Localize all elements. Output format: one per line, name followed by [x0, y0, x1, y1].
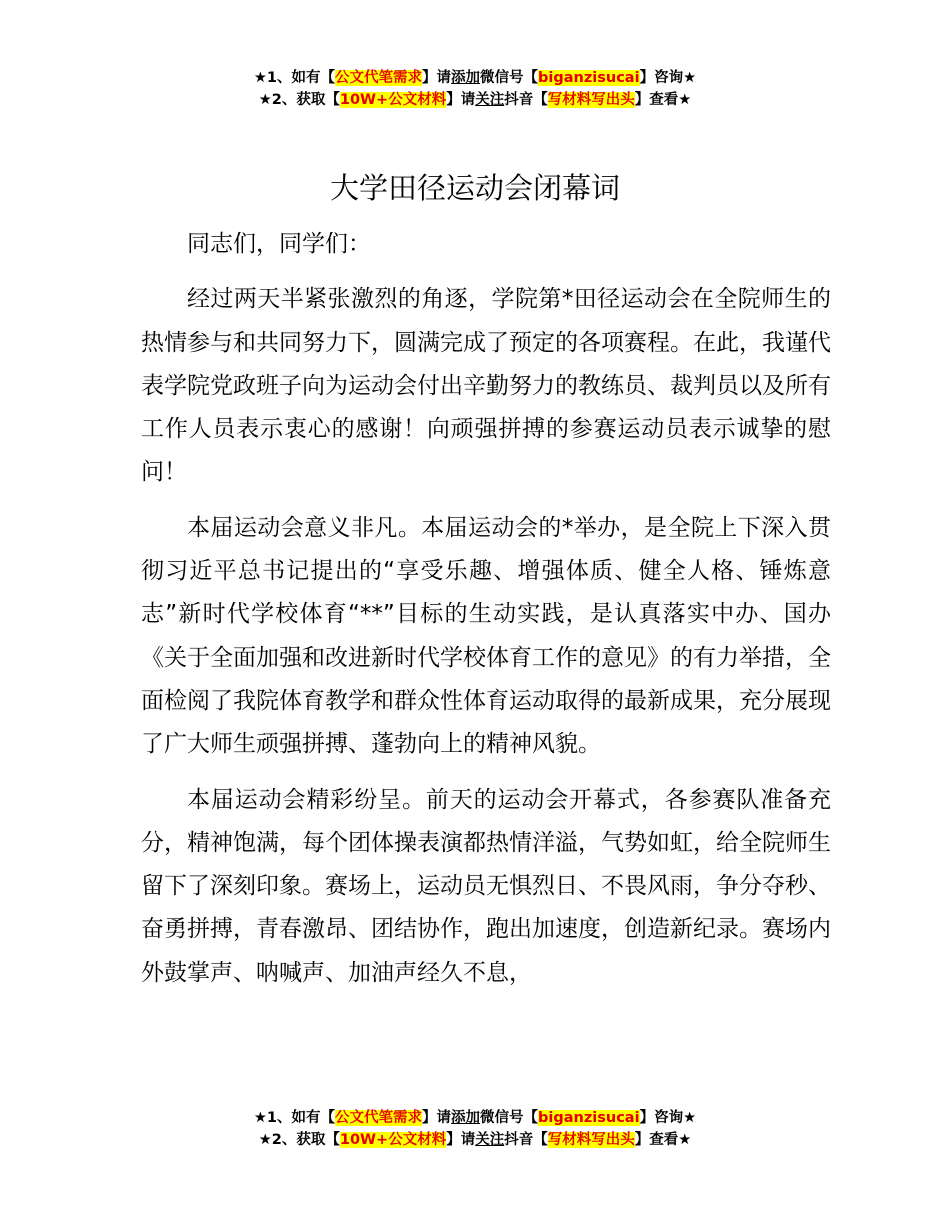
promo-highlight: 公文代笔需求 [335, 70, 423, 86]
promo-text: ★1、如有【 [253, 1110, 336, 1126]
salutation: 同志们，同学们： [187, 231, 371, 257]
promo-underline: 关注 [475, 1132, 505, 1148]
promo-text: 】请 [422, 70, 452, 86]
promo-text: 抖音【 [504, 92, 548, 108]
body-paragraph: 经过两天半紧张激烈的角逐，学院第*田径运动会在全院师生的热情参与和共同努力下，圆满完成了预定的各项赛程。在此，我谨代表学院党政班子向为运动会付出辛勤努力的教练员、裁判员以及所有工作人员表示衷心的感谢！向顽强拼搏的参赛运动员表示诚挚的慰问！ [141, 286, 831, 486]
promo-text: 微信号【 [480, 1110, 539, 1126]
promo-text: 抖音【 [504, 1132, 548, 1148]
promo-text: 】请 [446, 1132, 476, 1148]
promo-text: 】咨询★ [639, 70, 697, 86]
promo-underline: 添加 [451, 1110, 481, 1126]
promo-text: ★1、如有【 [253, 70, 336, 86]
promo-highlight: 公文代笔需求 [335, 1110, 423, 1126]
header-promo-banner [0, 67, 950, 111]
promo-text: 微信号【 [480, 70, 539, 86]
promo-highlight: 10W+公文材料 [339, 92, 447, 108]
promo-highlight: biganzisucai [538, 70, 640, 86]
promo-highlight: biganzisucai [538, 1110, 640, 1126]
promo-underline: 添加 [451, 70, 481, 86]
promo-highlight: 写材料写出头 [547, 92, 635, 108]
footer-promo-banner [0, 1107, 950, 1151]
promo-highlight: 10W+公文材料 [339, 1132, 447, 1148]
promo-text: 】请 [422, 1110, 452, 1126]
promo-text: 】请 [446, 92, 476, 108]
promo-line-1 [0, 1107, 950, 1129]
promo-text: 】查看★ [634, 92, 692, 108]
promo-highlight: 写材料写出头 [547, 1132, 635, 1148]
promo-text: ★2、获取【 [258, 92, 340, 108]
document-body [141, 223, 831, 995]
promo-text: ★2、获取【 [258, 1132, 340, 1148]
promo-underline: 关注 [475, 92, 505, 108]
promo-line-1 [0, 67, 950, 89]
promo-text: 】咨询★ [639, 1110, 697, 1126]
promo-text: 】查看★ [634, 1132, 692, 1148]
body-paragraph: 本届运动会精彩纷呈。前天的运动会开幕式，各参赛队准备充分，精神饱满，每个团体操表演都热情洋溢，气势如虹，给全院师生留下了深刻印象。赛场上，运动员无惧烈日、不畏风雨，争分夺秒、奋勇拼搏，青春激昂、团结协作，跑出加速度，创造新纪录。赛场内外鼓掌声、呐喊声、加油声经久不息， [141, 786, 831, 986]
document-title: 大学田径运动会闭幕词 [329, 171, 620, 205]
body-paragraph: 本届运动会意义非凡。本届运动会的*举办，是全院上下深入贯彻习近平总书记提出的“享受乐趣、增强体质、健全人格、锤炼意志”新时代学校体育“**”目标的生动实践，是认真落实中办、国办《关于全面加强和改进新时代学校体育工作的意见》的有力举措，全面检阅了我院体育教学和群众性体育运动取得的最新成果，充分展现了广大师生顽强拼搏、蓬勃向上的精神风貌。 [141, 514, 831, 758]
promo-line-2 [0, 89, 950, 111]
promo-line-2 [0, 1129, 950, 1151]
